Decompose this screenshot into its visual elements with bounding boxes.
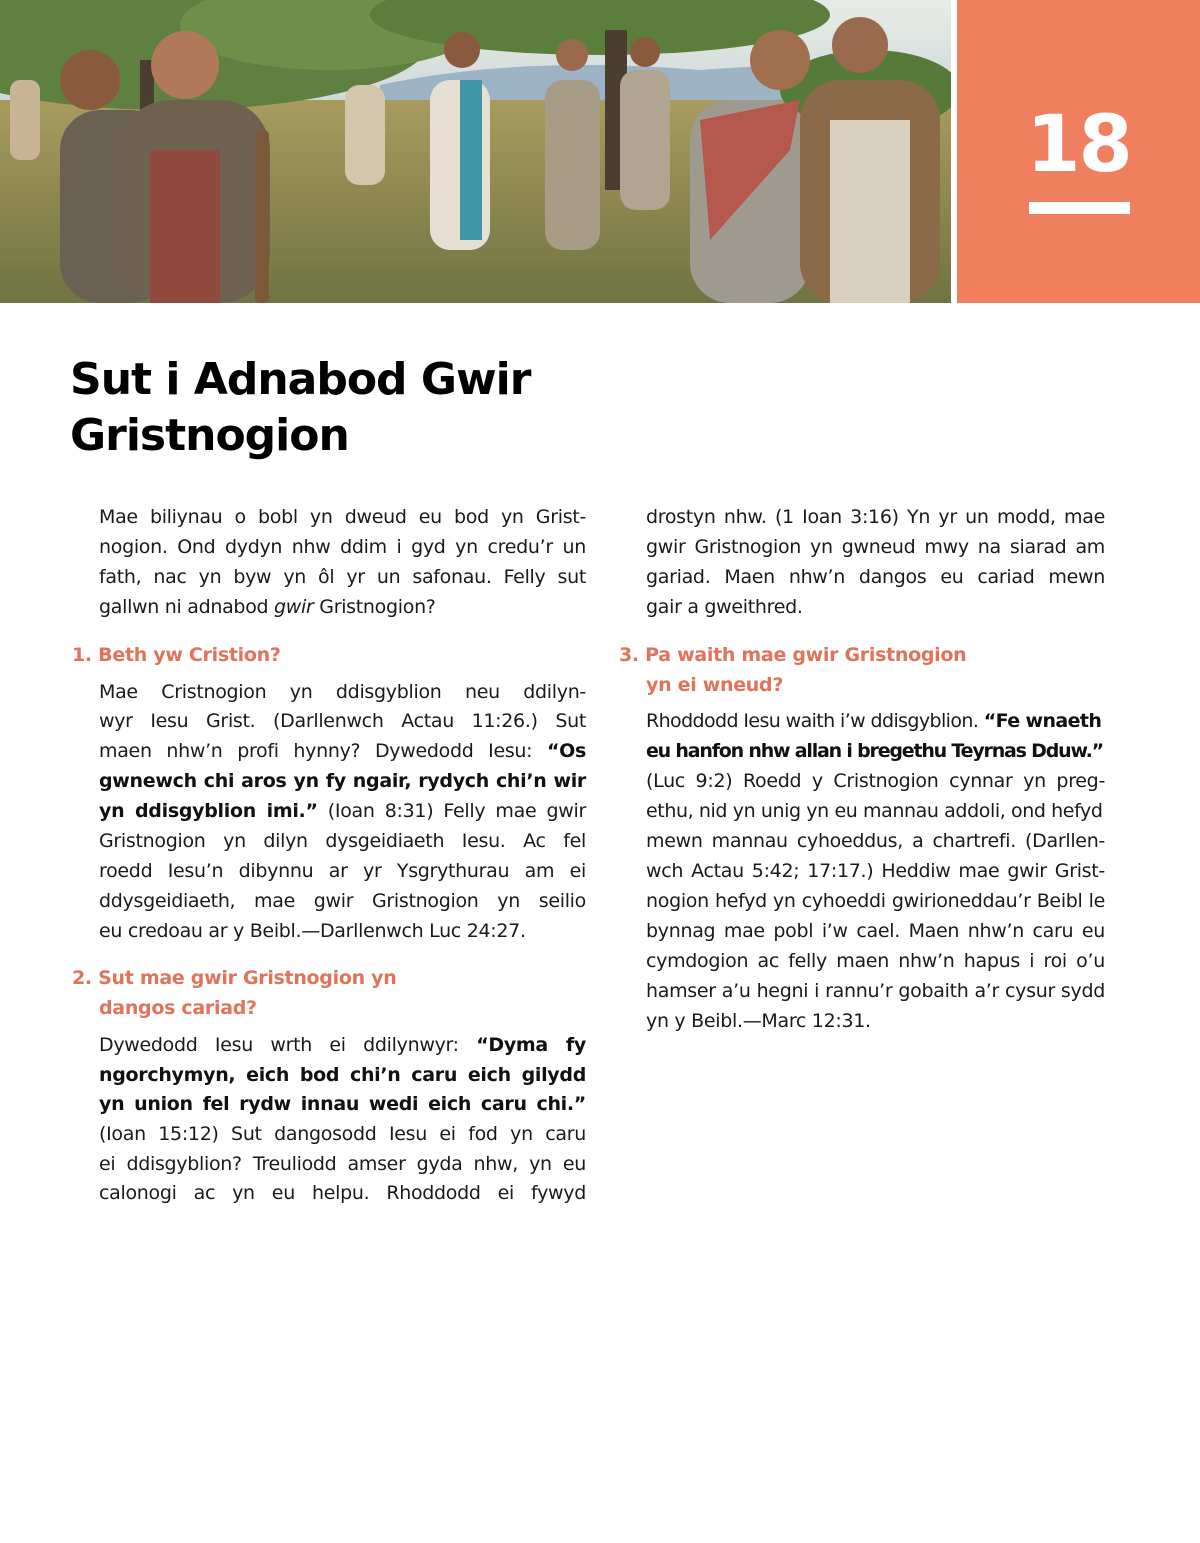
- text-line: nogion hefyd yn cyhoeddi gwirioneddau’r Beibl le: [646, 890, 1105, 912]
- heading-text: Beth yw Cristion?: [98, 644, 281, 666]
- text-line: bynnag mae pobl i’w cael. Maen nhw’n caru eu: [646, 920, 1105, 942]
- text-line: Mae biliynau o bobl yn dweud eu bod yn Grist-: [99, 506, 586, 528]
- text-line: [99, 1089, 586, 1119]
- text-line: [99, 1030, 586, 1060]
- lesson-number-badge: [957, 0, 1200, 303]
- emphasis-text: gwir: [274, 596, 314, 618]
- section-heading-cont: yn ei wneud?: [646, 674, 784, 696]
- scripture-quote: “Os: [546, 740, 586, 762]
- section-heading: [619, 640, 966, 670]
- scripture-quote: eu hanfon nhw allan i bregethu Teyrnas Dduw.”: [646, 740, 1103, 762]
- text-run: gallwn ni adnabod: [99, 596, 275, 618]
- text-run: (Ioan 8:31) Felly mae gwir: [317, 800, 586, 822]
- section-number: 3.: [619, 644, 639, 666]
- page-title: [70, 352, 530, 464]
- text-line: mewn mannau cyhoeddus, a chartrefi. (Darllen-: [646, 830, 1105, 852]
- section-number: 2.: [72, 967, 92, 989]
- section-heading-cont: dangos cariad?: [99, 997, 257, 1019]
- text-line: ei ddisgyblion? Treuliodd amser gyda nhw, yn eu: [99, 1153, 586, 1175]
- text-line: yn y Beibl.—Marc 12:31.: [646, 1010, 871, 1032]
- text-line: cymdogion ac felly maen nhw’n hapus i roi o’u: [646, 950, 1105, 972]
- text-line: [646, 736, 1105, 766]
- scripture-quote: yn ddisgyblion imi.”: [99, 800, 318, 822]
- text-line: gwir Gristnogion yn gwneud mwy na siarad am: [646, 536, 1105, 558]
- text-line: eu credoau ar y Beibl.—Darllenwch Luc 24:27.: [99, 920, 526, 942]
- scripture-quote: yn union fel rydw innau wedi eich caru chi.”: [99, 1093, 586, 1115]
- text-line: Gristnogion yn dilyn dysgeidiaeth Iesu. Ac fel: [99, 830, 586, 852]
- text-line: Mae Cristnogion yn ddisgyblion neu ddilyn-: [99, 681, 586, 703]
- title-line-1: Sut i Adnabod Gwir: [70, 354, 531, 405]
- text-line: gariad. Maen nhw’n dangos eu cariad mewn: [646, 566, 1105, 588]
- text-line: [99, 1060, 586, 1090]
- section-heading: [72, 963, 396, 993]
- text-line: [99, 766, 586, 796]
- text-run: Gristnogion?: [313, 596, 436, 618]
- scripture-quote: gwnewch chi aros yn fy ngair, rydych chi’n wir: [99, 770, 586, 792]
- text-line: [99, 592, 586, 622]
- text-line: ethu, nid yn unig yn eu mannau addoli, ond hefyd: [646, 800, 1103, 822]
- section-heading: [72, 640, 281, 670]
- text-line: drostyn nhw. (1 Ioan 3:16) Yn yr un modd, mae: [646, 506, 1105, 528]
- lesson-number: 18: [1026, 100, 1131, 190]
- text-line: wch Actau 5:42; 17:17.) Heddiw mae gwir Grist-: [646, 860, 1105, 882]
- text-line: (Ioan 15:12) Sut dangosodd Iesu ei fod yn caru: [99, 1123, 586, 1145]
- text-line: fath, nac yn byw yn ôl yr un safonau. Felly sut: [99, 566, 586, 588]
- heading-text: Sut mae gwir Gristnogion yn: [98, 967, 397, 989]
- text-line: ddysgeidiaeth, mae gwir Gristnogion yn seilio: [99, 890, 586, 912]
- heading-text: Pa waith mae gwir Gristnogion: [645, 644, 967, 666]
- text-line: wyr Iesu Grist. (Darllenwch Actau 11:26.) Sut: [99, 710, 586, 732]
- title-line-2: Gristnogion: [70, 410, 349, 461]
- header-photo: [0, 0, 951, 303]
- scripture-quote: “Dyma fy: [476, 1034, 586, 1056]
- section-number: 1.: [72, 644, 92, 666]
- text-line: [646, 706, 1105, 736]
- text-line: gair a gweithred.: [646, 596, 803, 618]
- photo-illustration: [0, 0, 951, 303]
- text-line: hamser a’u hegni i rannu’r gobaith a’r cysur sydd: [646, 980, 1105, 1002]
- text-line: [99, 796, 586, 826]
- scripture-quote: “Fe wnaeth: [983, 710, 1102, 732]
- text-line: (Luc 9:2) Roedd y Cristnogion cynnar yn preg-: [646, 770, 1105, 792]
- text-line: roedd Iesu’n dibynnu ar yr Ysgrythurau am ei: [99, 860, 586, 882]
- text-run: Rhoddodd Iesu waith i’w ddisgyblion.: [646, 710, 984, 732]
- text-line: nogion. Ond dydyn nhw ddim i gyd yn credu’r un: [99, 536, 586, 558]
- scripture-quote: ngorchymyn, eich bod chi’n caru eich gilydd: [99, 1064, 586, 1086]
- badge-underline: [1029, 202, 1130, 214]
- text-run: Dywedodd Iesu wrth ei ddilynwyr:: [99, 1034, 477, 1056]
- text-line: calonogi ac yn eu helpu. Rhoddodd ei fywyd: [99, 1182, 586, 1204]
- text-line: [99, 736, 586, 766]
- text-run: maen nhw’n profi hynny? Dywedodd Iesu:: [99, 740, 547, 762]
